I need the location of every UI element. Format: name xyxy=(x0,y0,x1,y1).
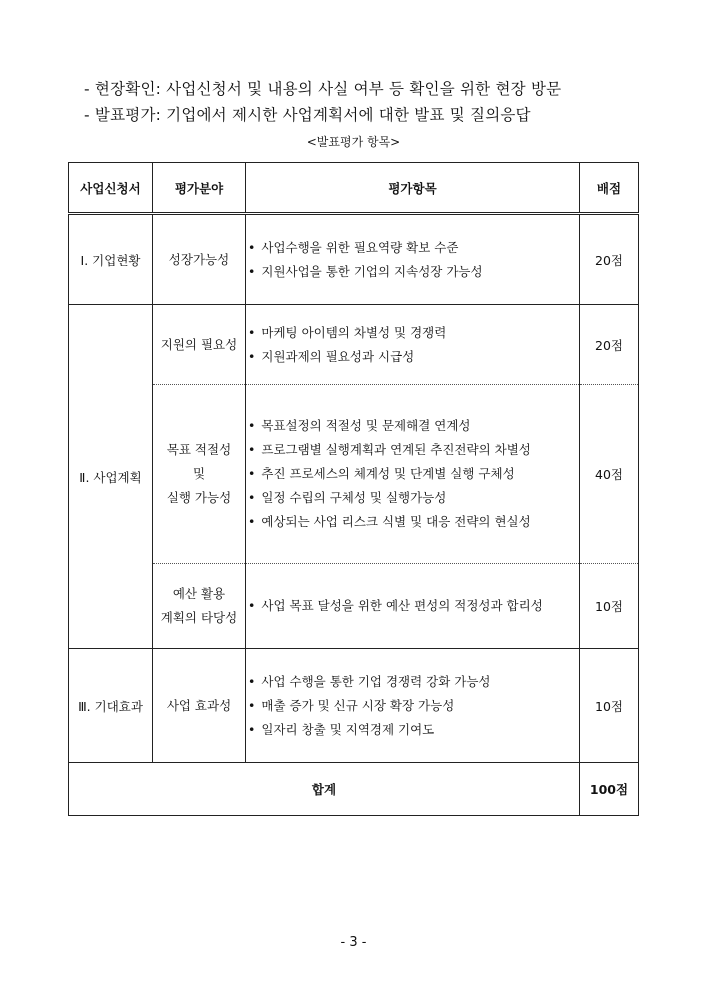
intro-line-presentation: - 발표평가: 기업에서 제시한 사업계획서에 대한 발표 및 질의응답 xyxy=(84,106,531,124)
field-growth: 성장가능성 xyxy=(153,214,246,305)
score-cell: 10점 xyxy=(580,649,639,763)
field-line: 목표 적절성 xyxy=(166,442,232,457)
field-line: 계획의 타당성 xyxy=(160,610,238,625)
score-cell: 20점 xyxy=(580,305,639,385)
score-cell: 20점 xyxy=(580,214,639,305)
criteria-list xyxy=(248,414,579,534)
intro-bullets xyxy=(84,76,561,128)
header-criteria: 평가항목 xyxy=(246,163,580,214)
total-label: 합계 xyxy=(69,763,580,816)
criteria-item: • 일정 수립의 구체성 및 실행가능성 xyxy=(248,486,579,510)
criteria-item: • 지원과제의 필요성과 시급성 xyxy=(248,345,579,369)
table-row xyxy=(69,305,639,385)
criteria-list xyxy=(248,670,579,742)
criteria-cell xyxy=(246,385,580,564)
criteria-item: • 사업 목표 달성을 위한 예산 편성의 적정성과 합리성 xyxy=(248,594,579,618)
header-score: 배점 xyxy=(580,163,639,214)
criteria-list xyxy=(248,321,579,369)
field-goal-feasibility xyxy=(153,385,246,564)
criteria-item: • 사업수행을 위한 필요역량 확보 수준 xyxy=(248,236,579,260)
table-row xyxy=(69,214,639,305)
criteria-item: • 마케팅 아이템의 차별성 및 경쟁력 xyxy=(248,321,579,345)
table-row xyxy=(69,564,639,649)
category-business-plan: Ⅱ. 사업계획 xyxy=(69,305,153,649)
field-effectiveness: 사업 효과성 xyxy=(153,649,246,763)
criteria-item: • 예상되는 사업 리스크 식별 및 대응 전략의 현실성 xyxy=(248,510,579,534)
header-field: 평가분야 xyxy=(153,163,246,214)
criteria-item: • 사업 수행을 통한 기업 경쟁력 강화 가능성 xyxy=(248,670,579,694)
intro-line-onsite: - 현장확인: 사업신청서 및 내용의 사실 여부 등 확인을 위한 현장 방문 xyxy=(84,80,562,98)
criteria-item: • 매출 증가 및 신규 시장 확장 가능성 xyxy=(248,694,579,718)
field-line: 실행 가능성 xyxy=(166,490,232,505)
criteria-cell xyxy=(246,305,580,385)
field-line: 예산 활용 xyxy=(172,586,226,601)
criteria-item: • 지원사업을 통한 기업의 지속성장 가능성 xyxy=(248,260,579,284)
total-row xyxy=(69,763,639,816)
category-company-status: Ⅰ. 기업현황 xyxy=(69,214,153,305)
field-line: 및 xyxy=(192,466,206,481)
criteria-item: • 추진 프로세스의 체계성 및 단계별 실행 구체성 xyxy=(248,462,579,486)
criteria-item: • 프로그램별 실행계획과 연계된 추진전략의 차별성 xyxy=(248,438,579,462)
evaluation-table xyxy=(68,162,639,816)
criteria-list xyxy=(248,236,579,284)
table-header-row xyxy=(69,163,639,214)
criteria-cell xyxy=(246,564,580,649)
criteria-list xyxy=(248,594,579,618)
field-budget xyxy=(153,564,246,649)
score-cell: 40점 xyxy=(580,385,639,564)
total-score: 100점 xyxy=(580,763,639,816)
criteria-cell xyxy=(246,214,580,305)
table-caption: <발표평가 항목> xyxy=(306,135,401,149)
criteria-item: • 목표설정의 적절성 및 문제해결 연계성 xyxy=(248,414,579,438)
field-necessity: 지원의 필요성 xyxy=(153,305,246,385)
criteria-cell xyxy=(246,649,580,763)
score-cell: 10점 xyxy=(580,564,639,649)
page-number: - 3 - xyxy=(340,935,367,950)
criteria-item: • 일자리 창출 및 지역경제 기여도 xyxy=(248,718,579,742)
table-row xyxy=(69,649,639,763)
category-expected-effect: Ⅲ. 기대효과 xyxy=(69,649,153,763)
header-application: 사업신청서 xyxy=(69,163,153,214)
table-row xyxy=(69,385,639,564)
